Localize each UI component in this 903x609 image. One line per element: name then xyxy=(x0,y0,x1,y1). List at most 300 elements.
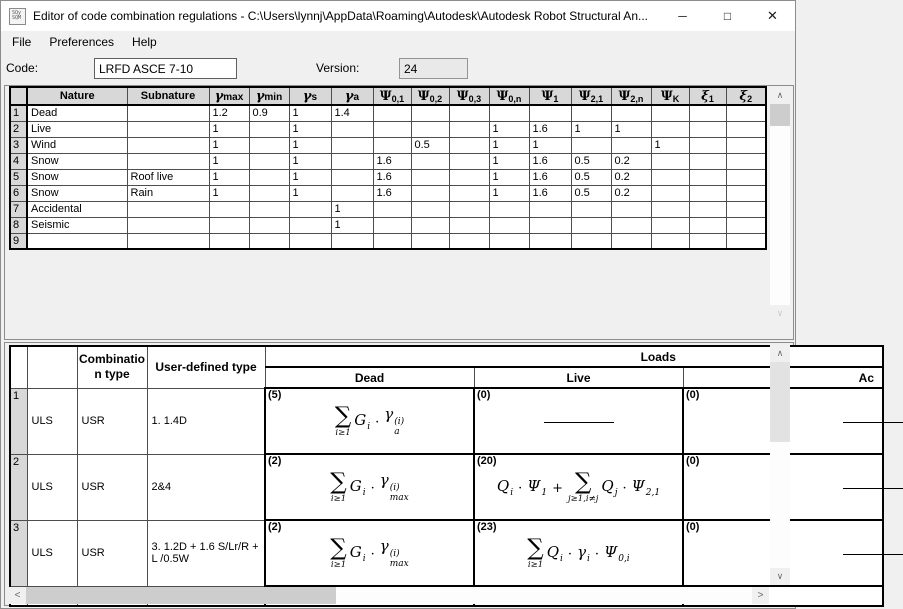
row-number[interactable]: 4 xyxy=(10,153,27,169)
combination-limit-state[interactable]: ULS xyxy=(27,454,77,520)
scrollbar-thumb[interactable] xyxy=(770,104,790,126)
factor-cell[interactable] xyxy=(611,217,651,233)
factor-cell[interactable]: 1 xyxy=(489,185,529,201)
factor-cell[interactable] xyxy=(209,201,249,217)
scroll-up-icon[interactable]: ∧ xyxy=(770,345,790,362)
factor-cell[interactable]: 1 xyxy=(209,121,249,137)
factor-cell[interactable]: Snow xyxy=(27,185,127,201)
factor-cell[interactable] xyxy=(411,153,449,169)
symbol-subscript: s xyxy=(311,91,318,103)
factor-cell[interactable] xyxy=(689,169,726,185)
factor-cell[interactable] xyxy=(651,185,689,201)
factor-cell[interactable]: Accidental xyxy=(27,201,127,217)
greek-symbol: Ψ xyxy=(417,88,430,104)
factor-cell[interactable] xyxy=(331,233,373,249)
sum-symbol: ∑ j≥1,i≠j xyxy=(568,469,599,505)
formula-body xyxy=(476,456,681,518)
factors-column-header xyxy=(571,87,611,105)
factor-cell[interactable] xyxy=(651,233,689,249)
factor-cell[interactable] xyxy=(411,185,449,201)
scrollbar-track[interactable] xyxy=(770,442,790,568)
symbol-subscript: min xyxy=(264,91,283,103)
factor-cell[interactable] xyxy=(489,201,529,217)
factor-cell[interactable] xyxy=(249,217,289,233)
formula-operator: · xyxy=(567,546,573,562)
formula-body xyxy=(476,390,681,452)
factor-cell[interactable] xyxy=(373,217,411,233)
formula-variable: γ (i) max xyxy=(379,536,409,569)
factor-cell[interactable] xyxy=(449,169,489,185)
formula-operator: · xyxy=(622,480,627,496)
scroll-left-icon[interactable]: < xyxy=(9,587,26,604)
factor-cell[interactable] xyxy=(689,201,726,217)
factor-cell[interactable] xyxy=(373,201,411,217)
factor-cell[interactable]: Snow xyxy=(27,169,127,185)
symbol-subscript: max xyxy=(223,91,244,103)
factor-cell[interactable] xyxy=(249,185,289,201)
code-input[interactable] xyxy=(94,58,237,79)
factor-cell[interactable] xyxy=(127,153,209,169)
factor-cell[interactable] xyxy=(127,137,209,153)
app-icon-glyph: SQy SQM xyxy=(12,9,22,21)
factor-cell[interactable] xyxy=(651,105,689,121)
user-defined-type-header: User-defined type xyxy=(147,346,265,388)
factor-cell[interactable]: 1 xyxy=(489,153,529,169)
factor-cell[interactable] xyxy=(489,105,529,121)
factor-cell[interactable] xyxy=(571,217,611,233)
factor-cell[interactable] xyxy=(611,105,651,121)
factor-cell[interactable]: 1 xyxy=(209,169,249,185)
combinations-horizontal-scrollbar[interactable] xyxy=(9,587,769,604)
factors-corner-header xyxy=(10,87,27,105)
factor-cell[interactable]: 0.5 xyxy=(571,153,611,169)
factors-table xyxy=(9,86,767,250)
factor-cell[interactable] xyxy=(449,233,489,249)
factor-cell[interactable]: 1 xyxy=(289,185,331,201)
formula-variable: $\gamma_i$ xyxy=(577,542,590,564)
factor-cell[interactable] xyxy=(127,201,209,217)
factor-cell[interactable]: 1 xyxy=(331,217,373,233)
combination-limit-state[interactable]: ULS xyxy=(27,388,77,454)
combination-type-cell[interactable]: USR xyxy=(77,454,147,520)
factor-cell[interactable]: 0.5 xyxy=(411,137,449,153)
factor-cell[interactable] xyxy=(489,217,529,233)
factor-cell[interactable]: 1 xyxy=(209,153,249,169)
factor-cell[interactable] xyxy=(331,137,373,153)
factor-cell[interactable] xyxy=(127,105,209,121)
formula-body xyxy=(476,522,681,584)
formula-cell[interactable] xyxy=(474,520,683,586)
factor-cell[interactable]: 0.5 xyxy=(571,185,611,201)
app-icon xyxy=(9,8,26,25)
factor-cell[interactable] xyxy=(726,185,766,201)
version-input[interactable] xyxy=(399,58,468,79)
factor-cell[interactable]: 0.5 xyxy=(571,169,611,185)
scroll-right-icon[interactable]: > xyxy=(752,587,769,604)
factors-row xyxy=(10,121,766,137)
symbol-subscript: 0,3 xyxy=(468,93,482,104)
factor-cell[interactable] xyxy=(651,169,689,185)
factor-cell[interactable] xyxy=(611,201,651,217)
factors-column-header: Subnature xyxy=(127,87,209,105)
formula-body xyxy=(267,456,472,518)
factor-cell[interactable] xyxy=(249,201,289,217)
row-number[interactable]: 1 xyxy=(10,105,27,121)
formula-operator: · xyxy=(375,414,380,430)
menu-help[interactable]: Help xyxy=(132,35,157,49)
factors-column-header xyxy=(249,87,289,105)
factor-cell[interactable] xyxy=(411,217,449,233)
version-label: Version: xyxy=(316,61,360,75)
factors-column-header xyxy=(651,87,689,105)
user-defined-type-cell[interactable]: 3. 1.2D + 1.6 S/Lr/R + L /0.5W xyxy=(147,520,265,586)
loads-header: Loads xyxy=(265,346,883,367)
factor-cell[interactable]: 1 xyxy=(571,121,611,137)
greek-symbol: ξ xyxy=(701,88,709,104)
symbol-subscript: 2,n xyxy=(630,93,644,104)
minimize-button[interactable] xyxy=(660,1,705,31)
factor-cell[interactable] xyxy=(726,137,766,153)
formula-operator: + xyxy=(552,480,564,496)
formula-count: (20) xyxy=(477,455,497,467)
formula-variable: $G_i$ xyxy=(354,410,371,432)
factor-cell[interactable] xyxy=(373,121,411,137)
factor-cell[interactable] xyxy=(571,105,611,121)
greek-symbol: γ xyxy=(344,88,354,104)
greek-symbol: Ψ xyxy=(578,88,591,104)
factor-cell[interactable] xyxy=(529,233,571,249)
factor-cell[interactable] xyxy=(411,201,449,217)
formula-variable: $G_i$ xyxy=(349,542,366,564)
factor-cell[interactable]: 1.4 xyxy=(331,105,373,121)
title-bar xyxy=(1,1,795,31)
factor-cell[interactable] xyxy=(449,121,489,137)
menu-bar xyxy=(1,31,795,53)
factor-cell[interactable] xyxy=(373,105,411,121)
scroll-down-icon[interactable]: ∨ xyxy=(770,568,790,585)
combination-type-cell[interactable]: USR xyxy=(77,520,147,586)
greek-symbol: γ xyxy=(302,88,312,104)
factors-row xyxy=(10,201,766,217)
row-number[interactable]: 2 xyxy=(10,454,27,520)
formula-count: (2) xyxy=(268,521,282,533)
factor-cell[interactable] xyxy=(651,153,689,169)
factor-cell[interactable]: 1 xyxy=(529,137,571,153)
factor-cell[interactable]: 1 xyxy=(489,121,529,137)
formula-count: (0) xyxy=(477,389,491,401)
user-defined-type-cell[interactable]: 1. 1.4D xyxy=(147,388,265,454)
scrollbar-track[interactable] xyxy=(336,587,752,604)
combination-limit-state[interactable]: ULS xyxy=(27,520,77,586)
factor-cell[interactable] xyxy=(726,169,766,185)
factor-cell[interactable] xyxy=(726,153,766,169)
formula-operator: · xyxy=(518,480,523,496)
row-number[interactable]: 7 xyxy=(10,201,27,217)
factors-column-header xyxy=(489,87,529,105)
factor-cell[interactable]: 1.6 xyxy=(529,121,571,137)
factor-cell[interactable] xyxy=(127,121,209,137)
scrollbar-thumb[interactable] xyxy=(770,362,790,442)
factors-header-row xyxy=(10,87,766,105)
factor-cell[interactable] xyxy=(689,233,726,249)
factor-cell[interactable] xyxy=(289,217,331,233)
factor-cell[interactable] xyxy=(331,169,373,185)
factor-cell[interactable] xyxy=(449,217,489,233)
row-number[interactable]: 3 xyxy=(10,137,27,153)
factor-cell[interactable] xyxy=(571,137,611,153)
factor-cell[interactable]: 1.6 xyxy=(529,153,571,169)
scroll-up-icon[interactable]: ∧ xyxy=(770,87,790,104)
sum-symbol: ∑ i≥1 xyxy=(527,535,544,571)
factor-cell[interactable] xyxy=(726,217,766,233)
factor-cell[interactable]: Rain xyxy=(127,185,209,201)
factors-vertical-scrollbar[interactable] xyxy=(770,87,790,322)
formula-variable: $Q_i$ xyxy=(496,476,514,498)
factor-cell[interactable] xyxy=(571,201,611,217)
factor-cell[interactable]: 0.2 xyxy=(611,185,651,201)
factors-row xyxy=(10,233,766,249)
sum-symbol: ∑ i≥1 xyxy=(330,469,347,505)
factor-cell[interactable] xyxy=(449,105,489,121)
scroll-down-icon[interactable]: ∨ xyxy=(770,305,790,322)
factor-cell[interactable] xyxy=(529,201,571,217)
corner-header xyxy=(10,346,27,388)
factors-column-header xyxy=(726,87,766,105)
menu-file[interactable]: File xyxy=(12,35,32,49)
greek-symbol: Ψ xyxy=(660,88,673,104)
greek-symbol: Ψ xyxy=(456,88,469,104)
maximize-button[interactable] xyxy=(705,1,750,31)
factor-cell[interactable] xyxy=(726,121,766,137)
dead-column-header: Dead xyxy=(265,367,474,388)
factor-cell[interactable]: 0.9 xyxy=(249,105,289,121)
factor-cell[interactable]: Dead xyxy=(27,105,127,121)
factors-column-header xyxy=(289,87,331,105)
greek-symbol: γ xyxy=(214,88,224,104)
factor-cell[interactable]: 1 xyxy=(611,121,651,137)
factor-cell[interactable]: 1 xyxy=(289,121,331,137)
greek-symbol: Ψ xyxy=(496,88,509,104)
sum-symbol: ∑ i≥1 xyxy=(334,403,352,439)
factors-row xyxy=(10,185,766,201)
factor-cell[interactable] xyxy=(373,137,411,153)
sum-symbol: ∑ i≥1 xyxy=(330,535,347,571)
greek-symbol: Ψ xyxy=(379,88,392,104)
formula-body xyxy=(267,390,472,452)
empty-formula-dash xyxy=(843,422,903,423)
factor-cell[interactable] xyxy=(689,217,726,233)
combination-row xyxy=(10,520,883,586)
factor-cell[interactable] xyxy=(689,185,726,201)
factor-cell[interactable] xyxy=(651,201,689,217)
factor-cell[interactable] xyxy=(449,137,489,153)
symbol-subscript: K xyxy=(672,93,680,104)
factor-cell[interactable]: 1 xyxy=(331,201,373,217)
symbol-subscript: 1 xyxy=(553,93,559,104)
close-button[interactable] xyxy=(750,1,795,31)
formula-cell[interactable] xyxy=(265,388,474,454)
formula-cell[interactable] xyxy=(474,388,683,454)
factor-cell[interactable] xyxy=(651,217,689,233)
factor-cell[interactable] xyxy=(127,217,209,233)
greek-symbol: ξ xyxy=(739,88,748,104)
factor-cell[interactable]: 1.6 xyxy=(373,169,411,185)
factor-cell[interactable] xyxy=(411,169,449,185)
formula-count: (0) xyxy=(686,455,700,467)
formula-operator: · xyxy=(370,546,375,562)
combinations-vertical-scrollbar[interactable] xyxy=(770,345,790,585)
accidental-column-header: Ac xyxy=(683,367,883,388)
factor-cell[interactable] xyxy=(289,233,331,249)
combinations-panel xyxy=(4,342,874,606)
factor-cell[interactable] xyxy=(689,121,726,137)
row-number[interactable]: 1 xyxy=(10,388,27,454)
symbol-subscript: 0,n xyxy=(508,93,522,104)
row-number[interactable]: 3 xyxy=(10,520,27,586)
factor-cell[interactable] xyxy=(489,233,529,249)
formula-count: (23) xyxy=(477,521,497,533)
symbol-subscript: a xyxy=(353,91,360,103)
scrollbar-thumb[interactable] xyxy=(26,587,336,604)
factor-cell[interactable] xyxy=(249,153,289,169)
factor-cell[interactable]: 1.6 xyxy=(373,153,411,169)
factor-cell[interactable] xyxy=(127,233,209,249)
factor-cell[interactable] xyxy=(373,233,411,249)
factor-cell[interactable] xyxy=(571,233,611,249)
factor-cell[interactable] xyxy=(27,233,127,249)
formula-variable: $\Psi_1$ xyxy=(527,476,548,498)
factor-cell[interactable]: Snow xyxy=(27,153,127,169)
factor-cell[interactable]: 1 xyxy=(289,169,331,185)
formula-cell[interactable] xyxy=(474,454,683,520)
factor-cell[interactable] xyxy=(411,121,449,137)
factor-cell[interactable]: 1 xyxy=(289,105,331,121)
factor-cell[interactable]: 1 xyxy=(651,137,689,153)
factors-column-header xyxy=(611,87,651,105)
factors-column-header xyxy=(529,87,571,105)
formula-cell[interactable] xyxy=(265,520,474,586)
factors-column-header xyxy=(689,87,726,105)
factor-cell[interactable] xyxy=(611,233,651,249)
formula-variable: $Q_j$ xyxy=(601,476,618,498)
factor-cell[interactable] xyxy=(651,121,689,137)
combinations-header-row-1 xyxy=(10,346,883,367)
factors-column-header xyxy=(411,87,449,105)
row-number[interactable]: 5 xyxy=(10,169,27,185)
greek-symbol: Ψ xyxy=(541,88,554,104)
factor-cell[interactable]: 1.6 xyxy=(529,169,571,185)
symbol-subscript: 0,2 xyxy=(429,93,443,104)
factor-cell[interactable] xyxy=(726,201,766,217)
factors-column-header: Nature xyxy=(27,87,127,105)
factor-cell[interactable]: Roof live xyxy=(127,169,209,185)
factors-column-header xyxy=(209,87,249,105)
factors-row xyxy=(10,105,766,121)
greek-symbol: γ xyxy=(255,88,265,104)
empty-formula-dash xyxy=(544,422,614,423)
factor-cell[interactable] xyxy=(449,153,489,169)
factor-cell[interactable] xyxy=(411,105,449,121)
factor-cell[interactable] xyxy=(529,105,571,121)
factor-cell[interactable] xyxy=(449,201,489,217)
factor-cell[interactable] xyxy=(289,201,331,217)
factor-cell[interactable] xyxy=(529,217,571,233)
factor-cell[interactable] xyxy=(249,137,289,153)
formula-count: (0) xyxy=(686,389,700,401)
live-column-header: Live xyxy=(474,367,683,388)
factor-cell[interactable] xyxy=(249,121,289,137)
factor-cell[interactable]: 0.2 xyxy=(611,169,651,185)
factor-cell[interactable]: 1 xyxy=(209,137,249,153)
factor-cell[interactable]: 1.6 xyxy=(529,185,571,201)
factor-cell[interactable]: 1 xyxy=(489,137,529,153)
user-defined-type-cell[interactable]: 2&4 xyxy=(147,454,265,520)
factors-column-header xyxy=(449,87,489,105)
code-form xyxy=(1,53,795,85)
greek-symbol: Ψ xyxy=(618,88,631,104)
row-number[interactable]: 2 xyxy=(10,121,27,137)
combination-type-header: Combination type xyxy=(77,346,147,388)
factor-cell[interactable] xyxy=(611,137,651,153)
factor-cell[interactable]: 1 xyxy=(289,137,331,153)
factor-cell[interactable]: 1 xyxy=(209,185,249,201)
factor-cell[interactable]: 1.2 xyxy=(209,105,249,121)
factor-cell[interactable] xyxy=(331,185,373,201)
factor-cell[interactable]: 0.2 xyxy=(611,153,651,169)
factor-cell[interactable]: Seismic xyxy=(27,217,127,233)
menu-preferences[interactable]: Preferences xyxy=(49,35,115,49)
factor-cell[interactable] xyxy=(689,137,726,153)
factor-cell[interactable] xyxy=(449,185,489,201)
combinations-clip xyxy=(9,345,874,585)
maximize-icon: □ xyxy=(723,9,732,23)
blank-header xyxy=(27,346,77,388)
factor-cell[interactable] xyxy=(411,233,449,249)
factor-cell[interactable]: 1 xyxy=(289,153,331,169)
symbol-subscript: 1 xyxy=(708,93,714,104)
factor-cell[interactable]: Live xyxy=(27,121,127,137)
row-number[interactable]: 6 xyxy=(10,185,27,201)
factors-row xyxy=(10,169,766,185)
combination-type-cell[interactable]: USR xyxy=(77,388,147,454)
formula-variable: γ (i) max xyxy=(379,470,409,503)
formula-count: (2) xyxy=(268,455,282,467)
formula-operator: · xyxy=(370,480,375,496)
code-label: Code: xyxy=(6,61,39,75)
scrollbar-track[interactable] xyxy=(770,126,790,305)
factor-cell[interactable] xyxy=(689,105,726,121)
factor-cell[interactable]: Wind xyxy=(27,137,127,153)
factor-cell[interactable] xyxy=(689,153,726,169)
row-number[interactable]: 8 xyxy=(10,217,27,233)
factor-cell[interactable] xyxy=(331,153,373,169)
factor-cell[interactable] xyxy=(331,121,373,137)
factor-cell[interactable] xyxy=(209,217,249,233)
empty-formula-dash xyxy=(843,554,903,555)
symbol-subscript: 2,1 xyxy=(590,93,604,104)
row-number[interactable]: 9 xyxy=(10,233,27,249)
formula-variable: $Q_i$ xyxy=(546,542,563,564)
formula-cell[interactable] xyxy=(265,454,474,520)
factor-cell[interactable] xyxy=(726,233,766,249)
factor-cell[interactable] xyxy=(249,233,289,249)
factor-cell[interactable] xyxy=(249,169,289,185)
formula-variable: γ (i) a xyxy=(384,404,405,437)
factor-cell[interactable]: 1 xyxy=(489,169,529,185)
factor-cell[interactable]: 1.6 xyxy=(373,185,411,201)
factor-cell[interactable] xyxy=(726,105,766,121)
factor-cell[interactable] xyxy=(209,233,249,249)
